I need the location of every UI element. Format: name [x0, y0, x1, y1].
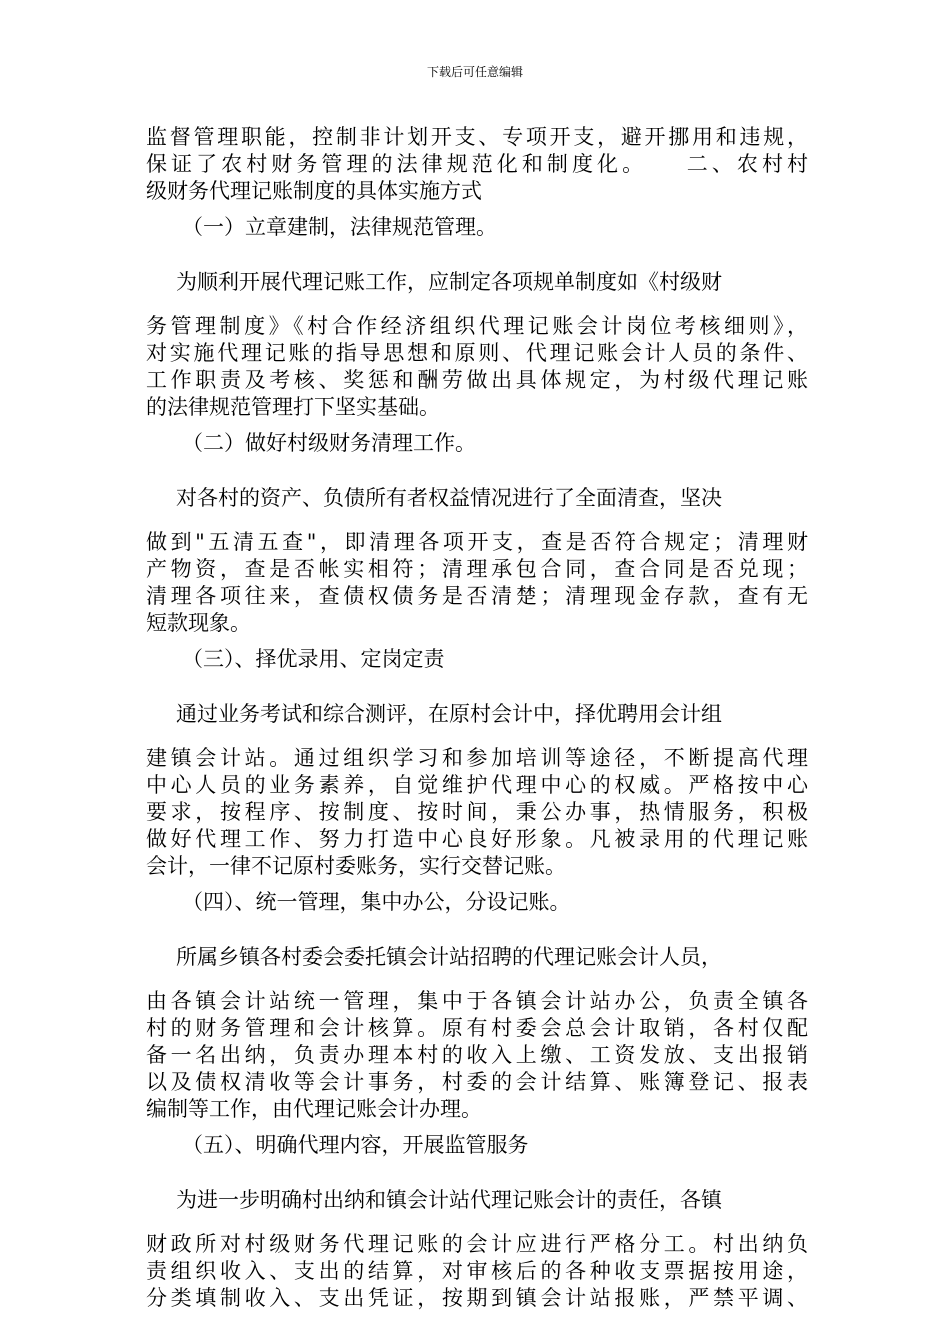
text-line: 以及债权清收等会计事务，村委的会计结算、账簿登记、报表: [146, 1070, 808, 1094]
text-line: 级财务代理记账制度的具体实施方式: [146, 179, 482, 203]
text-line: 中心人员的业务素养，自觉维护代理中心的权威。严格按中心: [146, 773, 808, 797]
document-body: [146, 124, 808, 1312]
text-line: 财政所对村级财务代理记账的会计应进行严格分工。村出纳负: [146, 1232, 808, 1256]
text-line: 清理各项往来，查债权债务是否清楚；清理现金存款，查有无: [146, 584, 808, 608]
text-line: 短款现象。: [146, 611, 251, 635]
section-heading: （三）、择优录用、定岗定责: [182, 647, 445, 671]
section-heading: （五）、明确代理内容，开展监管服务: [182, 1133, 529, 1157]
text-line: 责组织收入、支出的结算，对审核后的各种收支票据按用途，: [146, 1259, 808, 1283]
paragraph: [146, 485, 808, 637]
text-line: 保证了农村财务管理的法律规范化和制度化。 二、农村村: [146, 152, 808, 176]
paragraph-first-line: 对各村的资产、负债所有者权益情况进行了全面清查，坚决: [176, 486, 722, 510]
section-heading: （一）立章建制，法律规范管理。: [182, 215, 497, 239]
text-line: 会计，一律不记原村委账务，实行交替记账。: [146, 854, 566, 878]
text-line: 分类填制收入、支出凭证，按期到镇会计站报账，严禁平调、: [146, 1286, 808, 1310]
text-line: 由各镇会计站统一管理，集中于各镇会计站办公，负责全镇各: [146, 989, 808, 1013]
text-line: 编制等工作，由代理记账会计办理。: [146, 1097, 482, 1121]
paragraph-first-line: 为进一步明确村出纳和镇会计站代理记账会计的责任，各镇: [176, 1188, 722, 1212]
text-line: 对实施代理记账的指导思想和原则、代理记账会计人员的条件、: [146, 341, 808, 365]
paragraph: [146, 944, 808, 1123]
text-line: 做好代理工作、努力打造中心良好形象。凡被录用的代理记账: [146, 827, 808, 851]
text-line: 要求，按程序、按制度、按时间，秉公办事，热情服务，积极: [146, 800, 808, 824]
text-line: 建镇会计站。通过组织学习和参加培训等途径，不断提高代理: [146, 746, 808, 770]
text-line: 工作职责及考核、奖惩和酬劳做出具体规定，为村级代理记账: [146, 368, 808, 392]
page-header-note: 下载后可任意编辑: [426, 65, 523, 79]
paragraph: [146, 124, 808, 205]
section-heading: （四）、统一管理，集中办公，分设记账。: [182, 890, 571, 914]
text-line: 的法律规范管理打下坚实基础。: [146, 395, 440, 419]
paragraph-first-line: 通过业务考试和综合测评，在原村会计中，择优聘用会计组: [176, 702, 722, 726]
text-line: 村的财务管理和会计核算。原有村委会总会计取销，各村仅配: [146, 1016, 808, 1040]
paragraph-first-line: 所属乡镇各村委会委托镇会计站招聘的代理记账会计人员，: [176, 945, 722, 969]
text-line: 监督管理职能，控制非计划开支、专项开支，避开挪用和违规，: [146, 125, 808, 149]
text-line: 做到"五清五查"，即清理各项开支，查是否符合规定；清理财: [146, 530, 808, 554]
paragraph: [146, 701, 808, 880]
text-line: 备一名出纳，负责办理本村的收入上缴、工资发放、支出报销: [146, 1043, 808, 1067]
paragraph-first-line: 为顺利开展代理记账工作，应制定各项规单制度如《村级财: [176, 270, 722, 294]
paragraph: [146, 269, 808, 421]
text-line: 产物资，查是否帐实相符；清理承包合同，查合同是否兑现；: [146, 557, 808, 581]
paragraph: [146, 1187, 808, 1312]
text-line: 务管理制度》《村合作经济组织代理记账会计岗位考核细则》，: [146, 314, 808, 338]
section-heading: （二）做好村级财务清理工作。: [182, 431, 476, 455]
